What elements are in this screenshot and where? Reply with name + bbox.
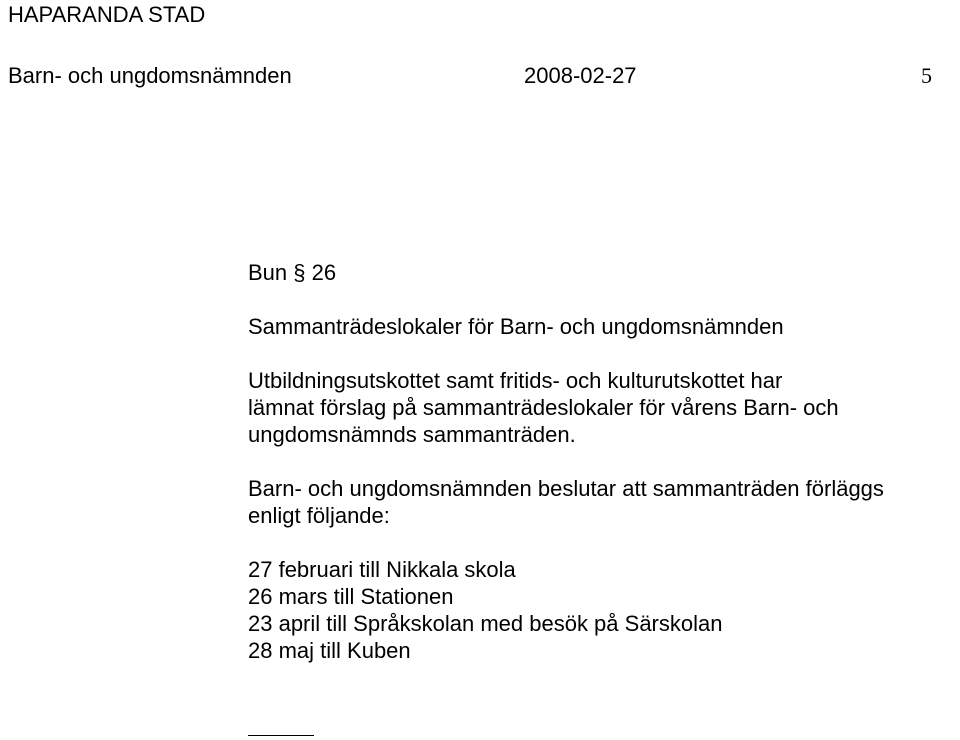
meeting-date: 2008-02-27 bbox=[524, 63, 637, 88]
section-number: 26 bbox=[311, 260, 337, 285]
paragraph-line: enligt följande: bbox=[248, 503, 390, 528]
paragraph-line: ungdomsnämnds sammanträden. bbox=[248, 422, 576, 447]
meeting-list-item: 28 maj till Kuben bbox=[248, 638, 411, 663]
paragraph-line: lämnat förslag på sammanträdeslokaler för vårens Barn- och bbox=[248, 395, 839, 420]
item-title: Sammanträdeslokaler för Barn- och ungdomsnämnden bbox=[248, 314, 784, 339]
organization-name: HAPARANDA STAD bbox=[8, 2, 206, 27]
section-prefix: Bun bbox=[248, 260, 288, 285]
page-number: 5 bbox=[921, 63, 932, 88]
meeting-list-item: 26 mars till Stationen bbox=[248, 584, 454, 609]
paragraph-decision bbox=[248, 475, 948, 529]
document-header bbox=[8, 62, 932, 90]
document-body bbox=[248, 259, 948, 664]
meeting-list-item: 23 april till Språkskolan med besök på Särskolan bbox=[248, 611, 723, 636]
signature-line bbox=[248, 735, 314, 736]
section-heading bbox=[248, 259, 948, 286]
paragraph-line: Utbildningsutskottet samt fritids- och kulturutskottet har bbox=[248, 368, 783, 393]
section-symbol: § bbox=[293, 260, 306, 285]
paragraph-line: Barn- och ungdomsnämnden beslutar att sammanträden förläggs bbox=[248, 476, 884, 501]
meeting-list-item: 27 februari till Nikkala skola bbox=[248, 557, 516, 582]
paragraph-proposal bbox=[248, 367, 948, 448]
meeting-list bbox=[248, 556, 948, 664]
committee-name: Barn- och ungdomsnämnden bbox=[8, 63, 292, 88]
